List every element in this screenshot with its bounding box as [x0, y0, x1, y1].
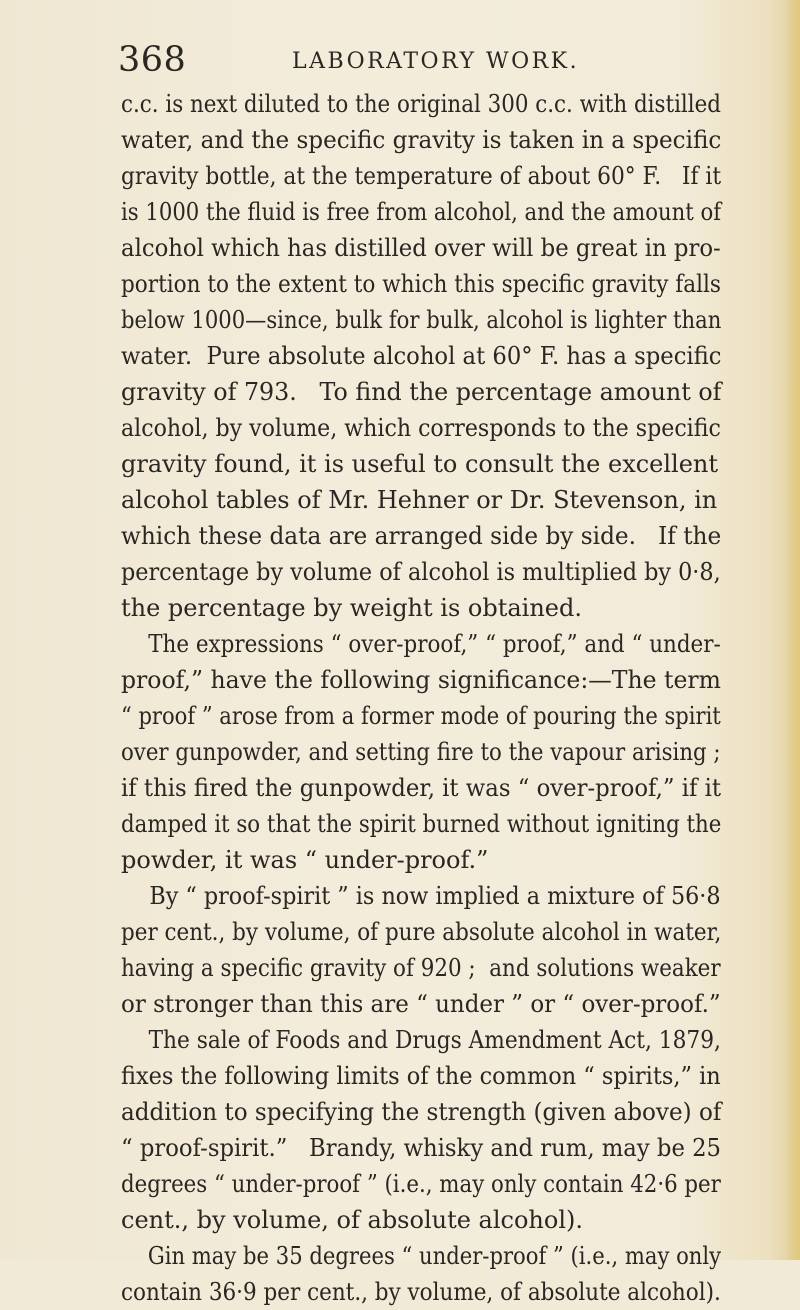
text-line: alcohol which has distilled over will be great in pro-: [121, 234, 721, 262]
running-head: LABORATORY WORK.: [292, 49, 580, 74]
page-header: [118, 40, 678, 80]
text-line: addition to specifying the strength (given above) of: [121, 1098, 722, 1126]
text-line: gravity of 793. To find the percentage amount of: [121, 378, 722, 406]
text-line: water, and the specific gravity is taken in a specific: [121, 126, 722, 154]
text-line: powder, it was “ under-proof.”: [121, 846, 489, 874]
text-line: which these data are arranged side by side. If the: [121, 522, 722, 550]
text-line: below 1000—since, bulk for bulk, alcohol is lighter than: [121, 306, 722, 334]
text-line: gravity found, it is useful to consult the excellent: [121, 450, 719, 478]
text-line: contain 36·9 per cent., by volume, of absolute alcohol).: [121, 1278, 721, 1306]
text-line: c.c. is next diluted to the original 300 c.c. with distilled: [121, 90, 721, 118]
text-line: By “ proof-spirit ” is now implied a mixture of 56·8: [121, 882, 721, 910]
text-line: proof,” have the following significance:—The term: [121, 666, 722, 694]
text-line: the percentage by weight is obtained.: [121, 594, 583, 622]
text-line: damped it so that the spirit burned without igniting the: [121, 810, 722, 838]
text-line: portion to the extent to which this specific gravity falls: [121, 270, 721, 298]
text-line: fixes the following limits of the common “ spirits,” in: [121, 1062, 721, 1090]
text-line: degrees “ under-proof ” (i.e., may only contain 42·6 per: [121, 1170, 721, 1198]
text-line: gravity bottle, at the temperature of about 60° F. If it: [121, 162, 722, 190]
text-line: having a specific gravity of 920 ; and solutions weaker: [121, 954, 721, 982]
text-line: if this fired the gunpowder, it was “ over-proof,” if it: [121, 774, 722, 802]
text-line: or stronger than this are “ under ” or “ over-proof.”: [121, 990, 721, 1018]
text-line: “ proof-spirit.” Brandy, whisky and rum, may be 25: [121, 1134, 722, 1162]
page-edge-shadow: [786, 0, 800, 1260]
page-number: 368: [118, 40, 187, 80]
text-line: Gin may be 35 degrees “ under-proof ” (i.e., may only: [121, 1242, 722, 1270]
text-line: is 1000 the fluid is free from alcohol, and the amount of: [121, 198, 722, 226]
text-line: alcohol tables of Mr. Hehner or Dr. Stevenson, in: [121, 486, 718, 514]
text-line: percentage by volume of alcohol is multiplied by 0·8,: [121, 558, 721, 586]
text-line: alcohol, by volume, which corresponds to the specific: [121, 414, 721, 442]
text-line: per cent., by volume, of pure absolute alcohol in water,: [121, 918, 722, 946]
text-line: “ proof ” arose from a former mode of pouring the spirit: [121, 702, 721, 730]
text-line: cent., by volume, of absolute alcohol).: [121, 1206, 583, 1234]
text-line: The sale of Foods and Drugs Amendment Act, 1879,: [121, 1026, 721, 1054]
text-line: over gunpowder, and setting fire to the vapour arising ;: [121, 738, 721, 766]
body-text: [121, 86, 721, 1310]
text-line: water. Pure absolute alcohol at 60° F. has a specific: [121, 342, 722, 370]
text-line: The expressions “ over-proof,” “ proof,” and “ under-: [121, 630, 721, 658]
